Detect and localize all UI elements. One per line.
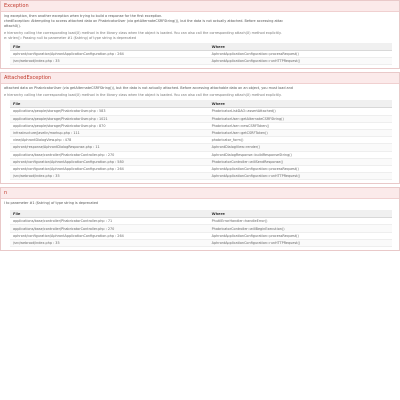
table-row <box>10 144 392 151</box>
file-cell: aphront/configuration/AphrontApplicationConfiguration.php : 580 <box>10 158 209 165</box>
table-row <box>10 232 392 239</box>
message-line: chedException: Attempting to access attached data on PhabricatorUser (via getAlternateCSRFString()), but the data is not actually attached. Before accessing attac <box>4 19 284 23</box>
exception-panel <box>0 0 400 69</box>
file-cell: /src/webroot/index.php : 35 <box>10 58 209 65</box>
where-cell: PhabricatorUser::getAlternateCSRFString() <box>209 115 392 122</box>
where-cell: AphrontDialogView::render() <box>209 144 392 151</box>
file-cell: applications/people/storage/PhabricatorUser.php : 1021 <box>10 115 209 122</box>
table-row <box>10 51 392 58</box>
message-line: attached data on PhabricatorUser (via getAlternateCSRFString()), but the data is not actually attached. Before accessing attachable data on an object, you must load and <box>4 86 293 91</box>
file-cell: applications/base/controller/PhabricatorController.php : 270 <box>10 225 209 232</box>
exception-message <box>1 199 399 208</box>
file-cell: applications/base/controller/PhabricatorController.php : 71 <box>10 218 209 225</box>
column-header-file: File <box>10 100 209 108</box>
exception-panel <box>0 72 400 184</box>
message-line: l to parameter #1 ($string) of type string is deprecated <box>4 201 99 206</box>
table-row <box>10 225 392 232</box>
where-cell: AphrontApplicationConfiguration::processRequest() <box>209 232 392 239</box>
table-row <box>10 165 392 172</box>
message-line: ing exception, then another exception when trying to build a response for the first exception. <box>4 14 163 18</box>
file-cell: /src/webroot/index.php : 35 <box>10 239 209 246</box>
where-cell: AphrontApplicationConfiguration::processRequest() <box>209 51 392 58</box>
where-cell: PhabricatorUser::getCSRFToken() <box>209 129 392 136</box>
table-header-row <box>10 43 392 51</box>
stack-trace-table <box>10 43 392 65</box>
table-row <box>10 122 392 129</box>
table-row <box>10 58 392 65</box>
where-cell: PhabricatorController::willBeginExecution() <box>209 225 392 232</box>
column-header-where: Where <box>209 210 392 218</box>
file-cell: applications/base/controller/PhabricatorController.php : 270 <box>10 151 209 158</box>
panel-title: n <box>1 188 399 199</box>
file-cell: aphront/response/AphrontDialogResponse.php : 11 <box>10 144 209 151</box>
exception-message <box>1 12 399 31</box>
where-cell: PhutilErrorHandler::handleError() <box>209 218 392 225</box>
stack-trace-table <box>10 100 392 180</box>
table-row <box>10 239 392 246</box>
file-cell: aphront/configuration/AphrontApplicationConfiguration.php : 264 <box>10 232 209 239</box>
table-row <box>10 173 392 180</box>
column-header-file: File <box>10 210 209 218</box>
where-cell: AphrontApplicationConfiguration::processRequest() <box>209 165 392 172</box>
table-row <box>10 137 392 144</box>
hint-text: e hierarchy calling the corresponding load(X) method in the library class when the object is loaded. You can also call the corresponding attach(X) method explicitly. <box>4 93 282 98</box>
where-cell: PhabricatorLiskDAO::assertAttached() <box>209 108 392 115</box>
file-cell: aphront/configuration/AphrontApplicationConfiguration.php : 264 <box>10 165 209 172</box>
table-row <box>10 108 392 115</box>
exception-panel <box>0 187 400 251</box>
where-cell: AphrontApplicationConfiguration::runHTTPRequest() <box>209 239 392 246</box>
table-header-row <box>10 100 392 108</box>
file-cell: applications/people/storage/PhabricatorUser.php : 583 <box>10 108 209 115</box>
hint-text: e hierarchy calling the corresponding load(X) method in the library class when the object is loaded. You can also call the corresponding attach(X) method explicitly. <box>4 31 282 35</box>
where-cell: AphrontApplicationConfiguration::runHTTPRequest() <box>209 173 392 180</box>
file-cell: view/AphrontDialogView.php : 478 <box>10 137 209 144</box>
where-cell: PhabricatorUser::newCSRFToken() <box>209 122 392 129</box>
table-header-row <box>10 210 392 218</box>
where-cell: AphrontDialogResponse::buildResponseString() <box>209 151 392 158</box>
column-header-where: Where <box>209 43 392 51</box>
column-header-file: File <box>10 43 209 51</box>
file-cell: /src/webroot/index.php : 35 <box>10 173 209 180</box>
message-line: attachX(). <box>4 24 21 28</box>
panel-title: Exception <box>1 1 399 12</box>
table-row <box>10 151 392 158</box>
where-cell: PhabricatorController::willSendResponse() <box>209 158 392 165</box>
table-row <box>10 218 392 225</box>
exception-message <box>1 84 399 93</box>
panel-title: AttachedException <box>1 73 399 84</box>
file-cell: aphront/configuration/AphrontApplicationConfiguration.php : 264 <box>10 51 209 58</box>
where-cell: AphrontApplicationConfiguration::runHTTPRequest() <box>209 58 392 65</box>
table-row <box>10 158 392 165</box>
where-cell: phabricator_form() <box>209 137 392 144</box>
table-row <box>10 129 392 136</box>
stack-trace-table <box>10 210 392 247</box>
hint-text: e: strlen(): Passing null to parameter #1 ($string) of type string is deprecated <box>4 36 136 40</box>
column-header-where: Where <box>209 100 392 108</box>
file-cell: applications/people/storage/PhabricatorUser.php : 870 <box>10 122 209 129</box>
file-cell: infrastructure/javelin/markup.php : 111 <box>10 129 209 136</box>
table-row <box>10 115 392 122</box>
